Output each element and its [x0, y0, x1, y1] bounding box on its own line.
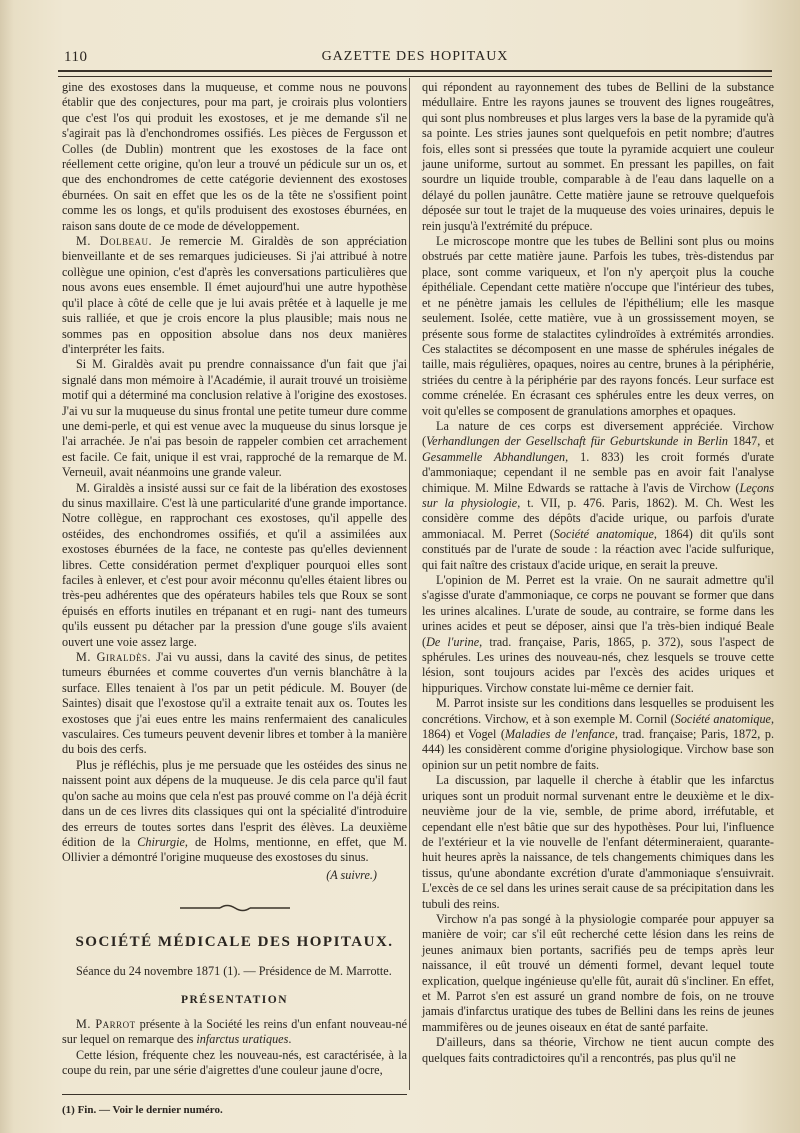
- paragraph-text: , 1864) et Vogel (: [422, 711, 775, 742]
- paragraph: M. Giraldès a insisté aussi sur ce fait de la libération des exostoses du sinus maxillaire. C'est là une particularité d'une grande importance. Notre collègue, en rapprochant ces exostoses, qu'il appelle des ostéides, des enchondromes ossifiés, et qu'il a assimilées aux exostoses éburnées de la face, ne conteste pas qu'elles deviennent libres. Cette considération permet d'expliquer pourquoi elles sont faciles à enlever, et c'est pour avoir méconnu qu'elles étaient libres ou très-peu adhérentes que des opérateurs habiles tels que Roux se sont épuisés en efforts inutiles en trépanant et en rugi- nant des tumeurs qu'ils eussent pu détacher par la pression d'une gouge s'ils avaient ouvert une voie assez large.: [62, 480, 407, 649]
- paragraph: Le microscope montre que les tubes de Bellini sont plus ou moins obstrués par cette matière jaune. Parfois les tubes, très-distendus par place, sont comme variqueux, et l'on n'y aperçoit plus la couche épithéliale. Cependant cette matière n'occupe que l'intérieur des tubes, et ne pénètre jamais les cellules de l'épithélium; elle les masque seulement. Isolée, cette matière, vue à un grossissement moyen, se présente sous forme de stalactites cylindroïdes à extrémités arrondies. Ces stalactites se décomposent en une masse de sphérules inégales de taille, mais régulières, opaques, noires au centre, brunes à la périphérie, striées du centre à la périphérie par des rayons foncés. Leur surface est comme crénelée. En écrasant ces sphérules entre les deux verres, on voit qu'elles se composent de granulations amorphes et opaques.: [422, 234, 774, 418]
- flourish-icon: [180, 903, 290, 913]
- citation-title: Verhandlungen der Gesellschaft für Geburtskunde in Berlin: [426, 434, 728, 449]
- paragraph-text: Plus je réfléchis, plus je me persuade que les ostéides des sinus ne naissent point aux dépens de la muqueuse. Je dis cela parce qu'il faut qu'on sache au moins que cela n'est pas prouvé comme on l'a déjà écrit dans un de ces livres dits classiques qui ont la spécialité d'introduire des erreurs de toutes sortes dans l'esprit des élèves. La deuxième édition de la: [62, 757, 407, 849]
- session-line: Séance du 24 novembre 1871 (1). — Présidence de M. Marrotte.: [76, 963, 392, 978]
- paragraph: [422, 573, 774, 696]
- speaker-name: M. Dolbeau.: [76, 234, 153, 249]
- paragraph: Si M. Giraldès avait pu prendre connaissance d'un fait que j'ai signalé dans mon mémoire à l'Académie, il aurait trouvé un troisième motif qui a déterminé ma conclusion relative à l'origine des exostoses. J'ai vu sur la muqueuse du sinus frontal une petite tumeur dure comme une demi-perle, et qui est venue avec la muqueuse du sinus lorsque je l'ai arrachée. Je n'ai pas besoin de rappeler combien cet arrachement est facile. Ce fait, unique il est vrai, rapproché de la remarque de M. Verneuil, avait néanmoins une grande valeur.: [62, 357, 407, 480]
- emphasis-term: infarctus uratiques: [196, 1032, 289, 1047]
- footnote: (1) Fin. — Voir le dernier numéro.: [62, 1104, 223, 1117]
- paragraph: [422, 419, 774, 573]
- footnote-rule: [62, 1094, 407, 1095]
- paragraph-text: , trad. française, Paris, 1865, p. 372), sous l'aspect de sphérules. Les urines des nouveau-nés, chez lesquels se trouve cette lésion, sont toujours acides par l'excès des acides uriques et hippuriques. Virchow constate lui-même ce dernier fait.: [422, 634, 774, 695]
- paragraph: Cette lésion, fréquente chez les nouveau-nés, est caractérisée, à la coupe du rein, par une série d'aigrettes d'une couleur jaune d'ocre,: [62, 1047, 407, 1077]
- paragraph: [422, 696, 774, 773]
- page-header: [58, 46, 772, 68]
- citation-title: De l'urine: [426, 634, 480, 649]
- citation-title: Gesammelle Abhandlungen: [422, 449, 566, 464]
- column-divider: [409, 78, 410, 1090]
- citation-title: Maladies de l'enfance: [504, 727, 615, 742]
- paragraph: Virchow n'a pas songé à la physiologie comparée pour appuyer sa manière de voir; car s'il eût recherché cette lésion dans les reins de jeunes animaux bien portants, sacrifiés peu de temps après leur naissance, il eût trouvé un démenti formel, devant lequel toute explication, quelque ingénieuse qu'elle fût, aurait dû s'incliner. En effet, et M. Parrot s'en est assuré un grand nombre de fois, on ne trouve jamais d'infarctus uratique des tubes de Bellini dans les reins de jeunes mammifères ou de jeunes oiseaux en état de santé parfaite.: [422, 911, 774, 1034]
- paragraph: [62, 1017, 407, 1048]
- paragraph: La discussion, par laquelle il cherche à établir que les infarctus uriques sont un produit normal survenant entre le deuxième et le dix-neuvième jour de la vie, semble, de prime abord, irréfutable, et cependant elle n'est bâtie que sur des hypothèses. Pour lui, l'influence de l'extérieur et la vie nouvelle de l'enfant détermineraient, quarante-huit heures après la naissance, de tels changements chimiques dans les tissus, qu'une abondante excrétion d'urate d'ammoniaque s'ensuivrait. L'excès de ce sel dans les urines serait cause de sa précipitation dans les tubuli des reins.: [422, 773, 774, 911]
- speaker-name: M. Parrot: [76, 1016, 136, 1031]
- left-column: [62, 80, 407, 1119]
- page-number: 110: [64, 49, 88, 65]
- book-title: Chirurgie: [137, 834, 185, 849]
- paragraph: [62, 234, 407, 357]
- paragraph: qui répondent au rayonnement des tubes de Bellini de la substance médullaire. Entre les rayons jaunes se trouvent des lignes rougeâtres, qui sont plus nombreuses et plus larges vers la base de la pyramide qu'à sa pointe. Les stries jaunes sont quelquefois en petit nombre; d'autres fois, elles sont si pressées que toute la pyramide acquiert une couleur jaune uniforme, surtout au sommet. En pressant les papilles, on fait sourdre un liquide trouble, comparable à de l'eau dans laquelle on a délayé du pollen jaunâtre. Cette matière jaune se retrouve quelquefois déposée sur tout le trajet de la muqueuse des voies urinaires, depuis le rein jusqu'à l'extrémité du prépuce.: [422, 80, 774, 233]
- running-title: GAZETTE DES HOPITAUX: [321, 49, 509, 64]
- paragraph-text: , t. VII, p. 476. Paris, 1862). M. Ch. West les considère comme des dépôts d'acide urique, ou parfois d'urate ammoniacal. M. Perret (: [422, 495, 774, 541]
- section-title: SOCIÉTÉ MÉDICALE DES HOPITAUX.: [75, 933, 394, 950]
- paragraph: gine des exostoses dans la muqueuse, et comme nous ne pouvons établir que des conjectures, pour ma part, je croirais plus volontiers que c'est l'os qui produit les exostoses, et je me demande s'il ne s'agirait pas là d'enchondromes ossifiés. Les pièces de Fergusson et Colles (de Dublin) montrent que les exostoses de la face ont réellement cette origine, qu'on leur a trouvé un pédicule sur un os, et que des enchondromes de cette catégorie deviennent des exostoses éburnées. On sait en effet que les os de la tête ne s'ossifient point comme les os longs, et qu'ils produisent des exostoses éburnées, en raison sans doute de ce mode de développement.: [62, 80, 407, 233]
- citation-title: Société anatomique: [674, 711, 771, 726]
- paragraph-text: Je remercie M. Giraldès de son appréciation bienveillante et de ses remarques judicieuses. Si j'ai attribué à notre collègue une opinion, c'est d'après les conversations particulières que nous avons eues ensemble. Il émet aujourd'hui une autre hypothèse qu'il place à côté de celle que je lui avais prêtée et à laquelle je me suis ralliée, et que je crois encore la plus plausible; mais nous ne sommes pas en opposition absolue dans nos deux manières d'interpréter les faits.: [62, 234, 407, 356]
- speaker-name: M. Giraldès.: [76, 650, 152, 665]
- to-be-continued: (A suivre.): [326, 867, 377, 882]
- paragraph-text: M. Parrot insiste sur les conditions dans lesquelles se produisent les concrétions. Virchow, et à son exemple M. Cornil (: [422, 696, 774, 726]
- right-column: [422, 80, 774, 1066]
- paragraph-text: La nature de ces corps est diversement appréciée. Virchow (: [422, 418, 774, 449]
- paragraph-text: , de Holms, mentionne, en effet, que M. Ollivier a démontré l'origine muqueuse des exostoses du sinus.: [62, 834, 407, 865]
- paragraph: D'ailleurs, dans sa théorie, Virchow ne tient aucun compte des quelques faits contradictoires qu'il a rencontrés, pas plus qu'il ne: [422, 1035, 774, 1065]
- citation-title: Leçons sur la physiologie: [422, 480, 774, 510]
- paragraph: [62, 758, 407, 866]
- page-edge-shadow: [0, 0, 14, 1133]
- paragraph-text: L'opinion de M. Perret est la vraie. On ne saurait admettre qu'il s'agisse d'urate d'ammoniaque, ce corps ne pouvant se former que dans les urines alcalines. L'urate de soude, au contraire, se forme dans les urines acides et peut se déposer, ainsi que l'a très-bien indiqué Beale (: [422, 573, 774, 649]
- ornament-divider: [62, 901, 407, 916]
- paragraph: [62, 650, 407, 758]
- paragraph-text: .: [288, 1032, 292, 1047]
- paragraph-text: J'ai vu aussi, dans la cavité des sinus, de petites tumeurs éburnées et comme couvertes d'un vernis blanchâtre à la surface. Elles tenaient à l'os par un petit pédicule. M. Bouyer (de Saintes) disait que l'exostose qu'il a extraite tenait aux os. Toutes les exostoses que j'ai eues entre les mains renfermaient des canalicules vasculaires. Ces tumeurs peuvent devenir libres et tomber à la manière du bois des cerfs.: [62, 650, 407, 757]
- paragraph-text: , 1864) dit qu'ils sont constitués par de l'urate de soude : la réaction avec l'acide sulfurique, qui fait naître des cristaux d'acide urique, en serait la preuve.: [422, 526, 775, 572]
- paragraph-text: , 1. 833) les croit formés d'urate d'ammoniaque; cependant il ne semble pas en avoir fait l'analyse chimique. M. Milne Edwards se rattache à l'avis de Virchow (: [422, 449, 774, 495]
- citation-title: Société anatomique: [553, 526, 654, 541]
- header-rule: [58, 70, 772, 77]
- paragraph-text: 1847, et: [728, 434, 774, 449]
- paragraph-text: , trad. française; Paris, 1872, p. 444) les considèrent comme d'origine physiologique. Virchow base son opinion sur un petit nombre de faits.: [422, 727, 775, 772]
- paragraph-text: présente à la Société les reins d'un enfant nouveau-né sur lequel on remarque des: [62, 1016, 408, 1047]
- subsection-heading: PRÉSENTATION: [180, 994, 289, 1007]
